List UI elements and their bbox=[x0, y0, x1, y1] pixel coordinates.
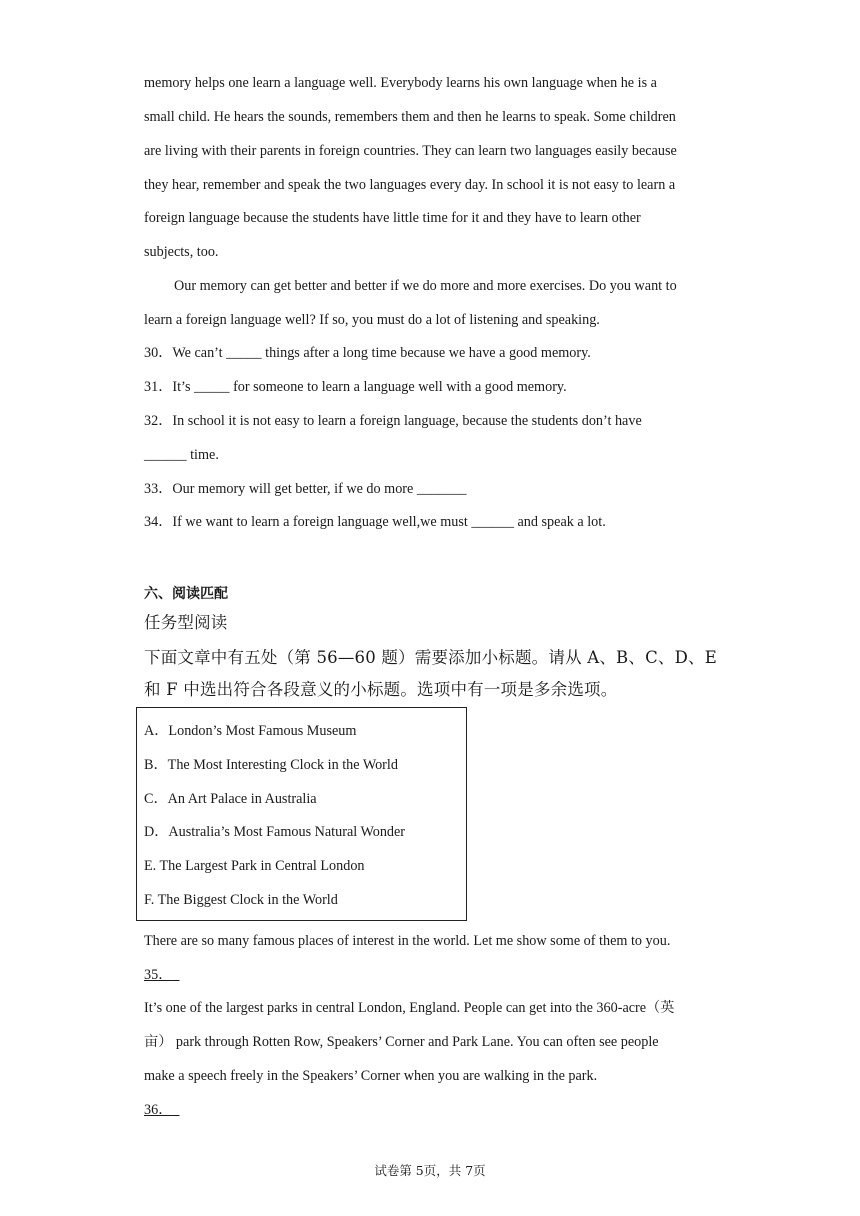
blank-36 bbox=[144, 1100, 179, 1120]
option-d: D．Australia’s Most Famous Natural Wonder bbox=[144, 824, 406, 840]
passage-line: are living with their parents in foreign countries. They can learn two languages easily because bbox=[144, 143, 677, 159]
option-e: E. The Largest Park in Central London bbox=[144, 858, 365, 874]
intro-line: There are so many famous places of interest in the world. Let me show some of them to you. bbox=[144, 933, 671, 949]
passage-line: small child. He hears the sounds, remembers them and then he learns to speak. Some children bbox=[144, 109, 676, 125]
question-33: 33．Our memory will get better, if we do more _______ bbox=[144, 481, 467, 497]
question-34: 34．If we want to learn a foreign language well,we must ______ and speak a lot. bbox=[144, 514, 606, 530]
paragraph-35-line: It’s one of the largest parks in central London, England. People can get into the 360-acre（英 bbox=[144, 1000, 675, 1016]
passage-line: Our memory can get better and better if we do more and more exercises. Do you want to bbox=[174, 278, 677, 294]
question-31: 31．It’s _____ for someone to learn a language well with a good memory. bbox=[144, 379, 567, 395]
passage-line: learn a foreign language well? If so, you must do a lot of listening and speaking. bbox=[144, 312, 600, 328]
passage-line: they hear, remember and speak the two languages every day. In school it is not easy to learn a bbox=[144, 177, 676, 193]
question-32: 32．In school it is not easy to learn a foreign language, because the students don’t have bbox=[144, 413, 642, 429]
option-a: A．London’s Most Famous Museum bbox=[144, 723, 357, 739]
paragraph-35-line: make a speech freely in the Speakers’ Corner when you are walking in the park. bbox=[144, 1068, 598, 1084]
question-30: 30．We can’t _____ things after a long time because we have a good memory. bbox=[144, 345, 591, 361]
page-footer: 试卷第 5页，共 7页 bbox=[374, 1163, 486, 1178]
section-heading: 六、阅读匹配 bbox=[144, 587, 228, 602]
blank-35-label: 35． bbox=[144, 967, 173, 983]
option-b: B．The Most Interesting Clock in the World bbox=[144, 757, 398, 773]
paragraph-35-line: 亩） park through Rotten Row, Speakers’ Corner and Park Lane. You can often see people bbox=[144, 1034, 659, 1050]
blank-35 bbox=[144, 965, 179, 985]
passage-line: foreign language because the students have little time for it and they have to learn other bbox=[144, 210, 641, 226]
option-f: F. The Biggest Clock in the World bbox=[144, 892, 338, 908]
option-c: C．An Art Palace in Australia bbox=[144, 791, 317, 807]
question-32-cont: ______ time. bbox=[144, 447, 219, 463]
section-subheading: 任务型阅读 bbox=[144, 613, 228, 632]
blank-36-label: 36． bbox=[144, 1102, 173, 1118]
passage-line: memory helps one learn a language well. Everybody learns his own language when he is a bbox=[144, 75, 657, 91]
passage-line: subjects, too. bbox=[144, 244, 219, 260]
section-instruction: 和 F 中选出符合各段意义的小标题。选项中有一项是多余选项。 bbox=[144, 680, 618, 699]
section-instruction: 下面文章中有五处（第 56—60 题）需要添加小标题。请从 A、B、C、D、E bbox=[144, 648, 717, 667]
